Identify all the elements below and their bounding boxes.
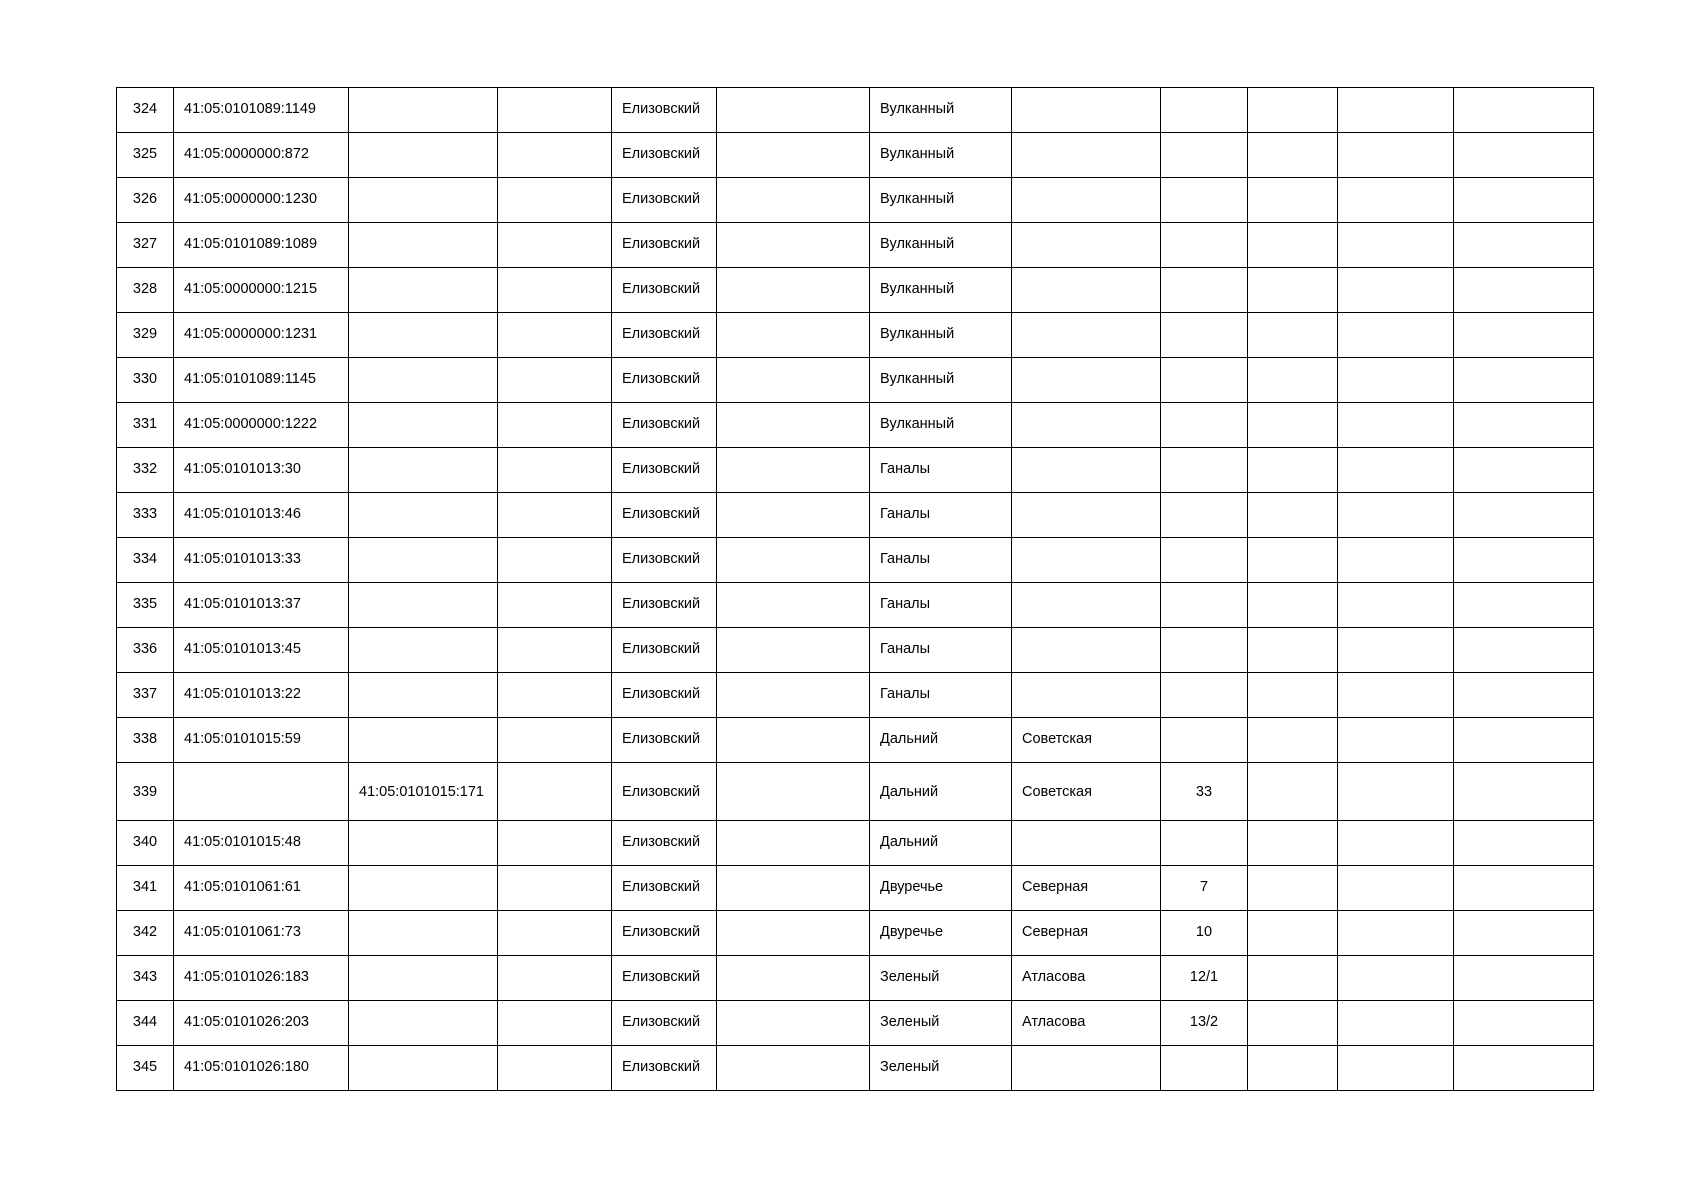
house-number-cell: 13/2 bbox=[1161, 1001, 1248, 1046]
street-cell bbox=[1012, 133, 1161, 178]
empty-cell bbox=[1454, 538, 1594, 583]
district-cell: Елизовский bbox=[612, 403, 717, 448]
row-number-cell: 334 bbox=[117, 538, 174, 583]
locality-cell: Ганалы bbox=[870, 583, 1012, 628]
empty-cell bbox=[1338, 1001, 1454, 1046]
empty-cell bbox=[717, 448, 870, 493]
empty-cell bbox=[717, 583, 870, 628]
district-cell: Елизовский bbox=[612, 493, 717, 538]
street-cell bbox=[1012, 583, 1161, 628]
cadastral-number-cell: 41:05:0101013:37 bbox=[174, 583, 349, 628]
house-number-cell bbox=[1161, 628, 1248, 673]
empty-cell bbox=[498, 448, 612, 493]
secondary-cadastral-number-cell bbox=[349, 673, 498, 718]
locality-cell: Вулканный bbox=[870, 313, 1012, 358]
table-row bbox=[117, 313, 1594, 358]
house-number-cell: 10 bbox=[1161, 911, 1248, 956]
empty-cell bbox=[1454, 88, 1594, 133]
house-number-cell bbox=[1161, 583, 1248, 628]
district-cell: Елизовский bbox=[612, 538, 717, 583]
empty-cell bbox=[1454, 911, 1594, 956]
row-number-cell: 333 bbox=[117, 493, 174, 538]
row-number-cell: 344 bbox=[117, 1001, 174, 1046]
district-cell: Елизовский bbox=[612, 448, 717, 493]
district-cell: Елизовский bbox=[612, 583, 717, 628]
cadastral-number-cell: 41:05:0101061:61 bbox=[174, 866, 349, 911]
empty-cell bbox=[1338, 493, 1454, 538]
empty-cell bbox=[1248, 866, 1338, 911]
empty-cell bbox=[1248, 821, 1338, 866]
empty-cell bbox=[498, 821, 612, 866]
table-row bbox=[117, 1001, 1594, 1046]
street-cell bbox=[1012, 358, 1161, 403]
empty-cell bbox=[1248, 493, 1338, 538]
empty-cell bbox=[1338, 268, 1454, 313]
district-cell: Елизовский bbox=[612, 911, 717, 956]
locality-cell: Вулканный bbox=[870, 403, 1012, 448]
table-row bbox=[117, 718, 1594, 763]
street-cell bbox=[1012, 223, 1161, 268]
empty-cell bbox=[717, 718, 870, 763]
empty-cell bbox=[1454, 313, 1594, 358]
empty-cell bbox=[717, 911, 870, 956]
district-cell: Елизовский bbox=[612, 313, 717, 358]
table-row bbox=[117, 763, 1594, 821]
empty-cell bbox=[717, 178, 870, 223]
empty-cell bbox=[1248, 673, 1338, 718]
district-cell: Елизовский bbox=[612, 673, 717, 718]
row-number-cell: 328 bbox=[117, 268, 174, 313]
table-row bbox=[117, 268, 1594, 313]
empty-cell bbox=[1248, 1046, 1338, 1091]
district-cell: Елизовский bbox=[612, 1046, 717, 1091]
empty-cell bbox=[1338, 628, 1454, 673]
cadastral-number-cell: 41:05:0000000:1215 bbox=[174, 268, 349, 313]
street-cell bbox=[1012, 403, 1161, 448]
street-cell: Советская bbox=[1012, 718, 1161, 763]
empty-cell bbox=[717, 628, 870, 673]
empty-cell bbox=[1338, 1046, 1454, 1091]
empty-cell bbox=[1338, 583, 1454, 628]
row-number-cell: 329 bbox=[117, 313, 174, 358]
street-cell bbox=[1012, 538, 1161, 583]
empty-cell bbox=[717, 763, 870, 821]
locality-cell: Вулканный bbox=[870, 178, 1012, 223]
table-body bbox=[117, 88, 1594, 1091]
empty-cell bbox=[1454, 403, 1594, 448]
cadastral-number-cell: 41:05:0101089:1145 bbox=[174, 358, 349, 403]
locality-cell: Дальний bbox=[870, 821, 1012, 866]
secondary-cadastral-number-cell bbox=[349, 88, 498, 133]
cadastral-number-cell: 41:05:0101026:203 bbox=[174, 1001, 349, 1046]
street-cell bbox=[1012, 673, 1161, 718]
empty-cell bbox=[498, 358, 612, 403]
secondary-cadastral-number-cell bbox=[349, 866, 498, 911]
district-cell: Елизовский bbox=[612, 223, 717, 268]
empty-cell bbox=[1338, 403, 1454, 448]
empty-cell bbox=[1338, 448, 1454, 493]
secondary-cadastral-number-cell bbox=[349, 403, 498, 448]
empty-cell bbox=[1338, 821, 1454, 866]
empty-cell bbox=[1248, 133, 1338, 178]
secondary-cadastral-number-cell bbox=[349, 718, 498, 763]
secondary-cadastral-number-cell bbox=[349, 821, 498, 866]
empty-cell bbox=[1248, 178, 1338, 223]
empty-cell bbox=[1248, 358, 1338, 403]
district-cell: Елизовский bbox=[612, 268, 717, 313]
empty-cell bbox=[1454, 1046, 1594, 1091]
cadastral-number-cell: 41:05:0101013:45 bbox=[174, 628, 349, 673]
empty-cell bbox=[1338, 178, 1454, 223]
empty-cell bbox=[498, 628, 612, 673]
empty-cell bbox=[1338, 763, 1454, 821]
house-number-cell bbox=[1161, 268, 1248, 313]
empty-cell bbox=[1338, 358, 1454, 403]
cadastral-number-cell: 41:05:0101089:1149 bbox=[174, 88, 349, 133]
district-cell: Елизовский bbox=[612, 956, 717, 1001]
empty-cell bbox=[1338, 673, 1454, 718]
house-number-cell bbox=[1161, 88, 1248, 133]
secondary-cadastral-number-cell bbox=[349, 223, 498, 268]
cadastral-number-cell: 41:05:0000000:872 bbox=[174, 133, 349, 178]
empty-cell bbox=[1454, 628, 1594, 673]
secondary-cadastral-number-cell bbox=[349, 448, 498, 493]
empty-cell bbox=[1338, 956, 1454, 1001]
locality-cell: Вулканный bbox=[870, 133, 1012, 178]
street-cell bbox=[1012, 628, 1161, 673]
street-cell: Советская bbox=[1012, 763, 1161, 821]
locality-cell: Зеленый bbox=[870, 1046, 1012, 1091]
district-cell: Елизовский bbox=[612, 358, 717, 403]
district-cell: Елизовский bbox=[612, 628, 717, 673]
cadastral-number-cell: 41:05:0101061:73 bbox=[174, 911, 349, 956]
empty-cell bbox=[1454, 821, 1594, 866]
row-number-cell: 345 bbox=[117, 1046, 174, 1091]
table-row bbox=[117, 956, 1594, 1001]
empty-cell bbox=[1454, 956, 1594, 1001]
table-row bbox=[117, 673, 1594, 718]
district-cell: Елизовский bbox=[612, 866, 717, 911]
row-number-cell: 332 bbox=[117, 448, 174, 493]
row-number-cell: 340 bbox=[117, 821, 174, 866]
row-number-cell: 324 bbox=[117, 88, 174, 133]
locality-cell: Вулканный bbox=[870, 223, 1012, 268]
house-number-cell bbox=[1161, 133, 1248, 178]
empty-cell bbox=[1338, 133, 1454, 178]
empty-cell bbox=[1338, 223, 1454, 268]
empty-cell bbox=[1248, 403, 1338, 448]
empty-cell bbox=[1248, 718, 1338, 763]
empty-cell bbox=[498, 583, 612, 628]
empty-cell bbox=[717, 538, 870, 583]
row-number-cell: 335 bbox=[117, 583, 174, 628]
cadastral-number-cell: 41:05:0101013:22 bbox=[174, 673, 349, 718]
row-number-cell: 342 bbox=[117, 911, 174, 956]
secondary-cadastral-number-cell bbox=[349, 493, 498, 538]
empty-cell bbox=[1454, 763, 1594, 821]
empty-cell bbox=[498, 493, 612, 538]
empty-cell bbox=[1248, 1001, 1338, 1046]
empty-cell bbox=[717, 1001, 870, 1046]
empty-cell bbox=[1454, 493, 1594, 538]
empty-cell bbox=[717, 268, 870, 313]
empty-cell bbox=[498, 673, 612, 718]
row-number-cell: 337 bbox=[117, 673, 174, 718]
empty-cell bbox=[717, 866, 870, 911]
empty-cell bbox=[717, 88, 870, 133]
house-number-cell: 33 bbox=[1161, 763, 1248, 821]
empty-cell bbox=[498, 538, 612, 583]
row-number-cell: 343 bbox=[117, 956, 174, 1001]
secondary-cadastral-number-cell bbox=[349, 133, 498, 178]
empty-cell bbox=[1248, 911, 1338, 956]
locality-cell: Вулканный bbox=[870, 358, 1012, 403]
empty-cell bbox=[1248, 313, 1338, 358]
empty-cell bbox=[1454, 583, 1594, 628]
empty-cell bbox=[498, 268, 612, 313]
empty-cell bbox=[717, 133, 870, 178]
table-row bbox=[117, 358, 1594, 403]
empty-cell bbox=[1248, 88, 1338, 133]
street-cell: Атласова bbox=[1012, 1001, 1161, 1046]
empty-cell bbox=[498, 763, 612, 821]
empty-cell bbox=[498, 313, 612, 358]
empty-cell bbox=[1454, 1001, 1594, 1046]
empty-cell bbox=[498, 718, 612, 763]
row-number-cell: 331 bbox=[117, 403, 174, 448]
street-cell bbox=[1012, 313, 1161, 358]
street-cell bbox=[1012, 268, 1161, 313]
house-number-cell bbox=[1161, 403, 1248, 448]
row-number-cell: 327 bbox=[117, 223, 174, 268]
empty-cell bbox=[717, 313, 870, 358]
secondary-cadastral-number-cell: 41:05:0101015:171 bbox=[349, 763, 498, 821]
table-row bbox=[117, 866, 1594, 911]
empty-cell bbox=[1454, 448, 1594, 493]
street-cell: Северная bbox=[1012, 911, 1161, 956]
house-number-cell bbox=[1161, 1046, 1248, 1091]
locality-cell: Ганалы bbox=[870, 448, 1012, 493]
empty-cell bbox=[1454, 718, 1594, 763]
empty-cell bbox=[1338, 538, 1454, 583]
house-number-cell bbox=[1161, 358, 1248, 403]
empty-cell bbox=[1338, 911, 1454, 956]
secondary-cadastral-number-cell bbox=[349, 628, 498, 673]
locality-cell: Ганалы bbox=[870, 538, 1012, 583]
house-number-cell: 7 bbox=[1161, 866, 1248, 911]
locality-cell: Вулканный bbox=[870, 268, 1012, 313]
district-cell: Елизовский bbox=[612, 1001, 717, 1046]
empty-cell bbox=[498, 956, 612, 1001]
district-cell: Елизовский bbox=[612, 718, 717, 763]
row-number-cell: 330 bbox=[117, 358, 174, 403]
empty-cell bbox=[717, 493, 870, 538]
district-cell: Елизовский bbox=[612, 821, 717, 866]
row-number-cell: 325 bbox=[117, 133, 174, 178]
table-row bbox=[117, 583, 1594, 628]
empty-cell bbox=[1454, 133, 1594, 178]
street-cell bbox=[1012, 493, 1161, 538]
empty-cell bbox=[717, 673, 870, 718]
table-row bbox=[117, 911, 1594, 956]
cadastral-number-cell: 41:05:0101026:183 bbox=[174, 956, 349, 1001]
house-number-cell bbox=[1161, 673, 1248, 718]
house-number-cell bbox=[1161, 821, 1248, 866]
empty-cell bbox=[1248, 956, 1338, 1001]
cadastral-number-cell: 41:05:0000000:1222 bbox=[174, 403, 349, 448]
table-row bbox=[117, 538, 1594, 583]
table-row bbox=[117, 88, 1594, 133]
cadastral-number-cell: 41:05:0000000:1230 bbox=[174, 178, 349, 223]
house-number-cell bbox=[1161, 493, 1248, 538]
locality-cell: Зеленый bbox=[870, 1001, 1012, 1046]
secondary-cadastral-number-cell bbox=[349, 1001, 498, 1046]
house-number-cell bbox=[1161, 448, 1248, 493]
street-cell: Атласова bbox=[1012, 956, 1161, 1001]
cadastral-number-cell: 41:05:0101013:46 bbox=[174, 493, 349, 538]
locality-cell: Двуречье bbox=[870, 911, 1012, 956]
table-row bbox=[117, 223, 1594, 268]
cadastral-number-cell: 41:05:0101013:30 bbox=[174, 448, 349, 493]
empty-cell bbox=[1248, 448, 1338, 493]
street-cell bbox=[1012, 448, 1161, 493]
locality-cell: Вулканный bbox=[870, 88, 1012, 133]
locality-cell: Зеленый bbox=[870, 956, 1012, 1001]
empty-cell bbox=[1338, 313, 1454, 358]
table-row bbox=[117, 178, 1594, 223]
empty-cell bbox=[498, 1001, 612, 1046]
empty-cell bbox=[498, 403, 612, 448]
house-number-cell: 12/1 bbox=[1161, 956, 1248, 1001]
secondary-cadastral-number-cell bbox=[349, 956, 498, 1001]
cadastral-number-cell: 41:05:0101026:180 bbox=[174, 1046, 349, 1091]
street-cell bbox=[1012, 178, 1161, 223]
street-cell bbox=[1012, 88, 1161, 133]
empty-cell bbox=[1454, 673, 1594, 718]
locality-cell: Дальний bbox=[870, 763, 1012, 821]
district-cell: Елизовский bbox=[612, 88, 717, 133]
empty-cell bbox=[1248, 223, 1338, 268]
row-number-cell: 338 bbox=[117, 718, 174, 763]
secondary-cadastral-number-cell bbox=[349, 583, 498, 628]
empty-cell bbox=[717, 821, 870, 866]
locality-cell: Дальний bbox=[870, 718, 1012, 763]
empty-cell bbox=[717, 358, 870, 403]
locality-cell: Ганалы bbox=[870, 628, 1012, 673]
row-number-cell: 336 bbox=[117, 628, 174, 673]
house-number-cell bbox=[1161, 538, 1248, 583]
empty-cell bbox=[498, 1046, 612, 1091]
secondary-cadastral-number-cell bbox=[349, 911, 498, 956]
empty-cell bbox=[498, 866, 612, 911]
empty-cell bbox=[717, 223, 870, 268]
empty-cell bbox=[1248, 268, 1338, 313]
empty-cell bbox=[717, 1046, 870, 1091]
cadastral-number-cell: 41:05:0000000:1231 bbox=[174, 313, 349, 358]
house-number-cell bbox=[1161, 178, 1248, 223]
empty-cell bbox=[1338, 718, 1454, 763]
street-cell: Северная bbox=[1012, 866, 1161, 911]
empty-cell bbox=[498, 223, 612, 268]
empty-cell bbox=[1454, 178, 1594, 223]
cadastral-number-cell: 41:05:0101089:1089 bbox=[174, 223, 349, 268]
secondary-cadastral-number-cell bbox=[349, 1046, 498, 1091]
empty-cell bbox=[717, 956, 870, 1001]
district-cell: Елизовский bbox=[612, 133, 717, 178]
row-number-cell: 326 bbox=[117, 178, 174, 223]
secondary-cadastral-number-cell bbox=[349, 178, 498, 223]
cadastral-number-cell: 41:05:0101013:33 bbox=[174, 538, 349, 583]
street-cell bbox=[1012, 1046, 1161, 1091]
district-cell: Елизовский bbox=[612, 763, 717, 821]
cadastral-number-cell: 41:05:0101015:48 bbox=[174, 821, 349, 866]
empty-cell bbox=[717, 403, 870, 448]
row-number-cell: 341 bbox=[117, 866, 174, 911]
secondary-cadastral-number-cell bbox=[349, 268, 498, 313]
locality-cell: Ганалы bbox=[870, 673, 1012, 718]
empty-cell bbox=[1454, 358, 1594, 403]
empty-cell bbox=[1454, 223, 1594, 268]
secondary-cadastral-number-cell bbox=[349, 313, 498, 358]
empty-cell bbox=[1454, 866, 1594, 911]
cadastral-number-cell: 41:05:0101015:59 bbox=[174, 718, 349, 763]
empty-cell bbox=[1454, 268, 1594, 313]
empty-cell bbox=[498, 911, 612, 956]
table-row bbox=[117, 403, 1594, 448]
locality-cell: Двуречье bbox=[870, 866, 1012, 911]
table-row bbox=[117, 493, 1594, 538]
empty-cell bbox=[1248, 583, 1338, 628]
land-registry-table bbox=[116, 87, 1594, 1091]
empty-cell bbox=[498, 88, 612, 133]
table-row bbox=[117, 821, 1594, 866]
house-number-cell bbox=[1161, 313, 1248, 358]
table-row bbox=[117, 628, 1594, 673]
empty-cell bbox=[1248, 763, 1338, 821]
empty-cell bbox=[1338, 88, 1454, 133]
table-row bbox=[117, 133, 1594, 178]
district-cell: Елизовский bbox=[612, 178, 717, 223]
house-number-cell bbox=[1161, 223, 1248, 268]
table-row bbox=[117, 448, 1594, 493]
house-number-cell bbox=[1161, 718, 1248, 763]
empty-cell bbox=[1248, 538, 1338, 583]
empty-cell bbox=[498, 178, 612, 223]
row-number-cell: 339 bbox=[117, 763, 174, 821]
table-row bbox=[117, 1046, 1594, 1091]
empty-cell bbox=[1338, 866, 1454, 911]
empty-cell bbox=[1248, 628, 1338, 673]
empty-cell bbox=[498, 133, 612, 178]
street-cell bbox=[1012, 821, 1161, 866]
cadastral-number-cell bbox=[174, 763, 349, 821]
locality-cell: Ганалы bbox=[870, 493, 1012, 538]
secondary-cadastral-number-cell bbox=[349, 358, 498, 403]
secondary-cadastral-number-cell bbox=[349, 538, 498, 583]
